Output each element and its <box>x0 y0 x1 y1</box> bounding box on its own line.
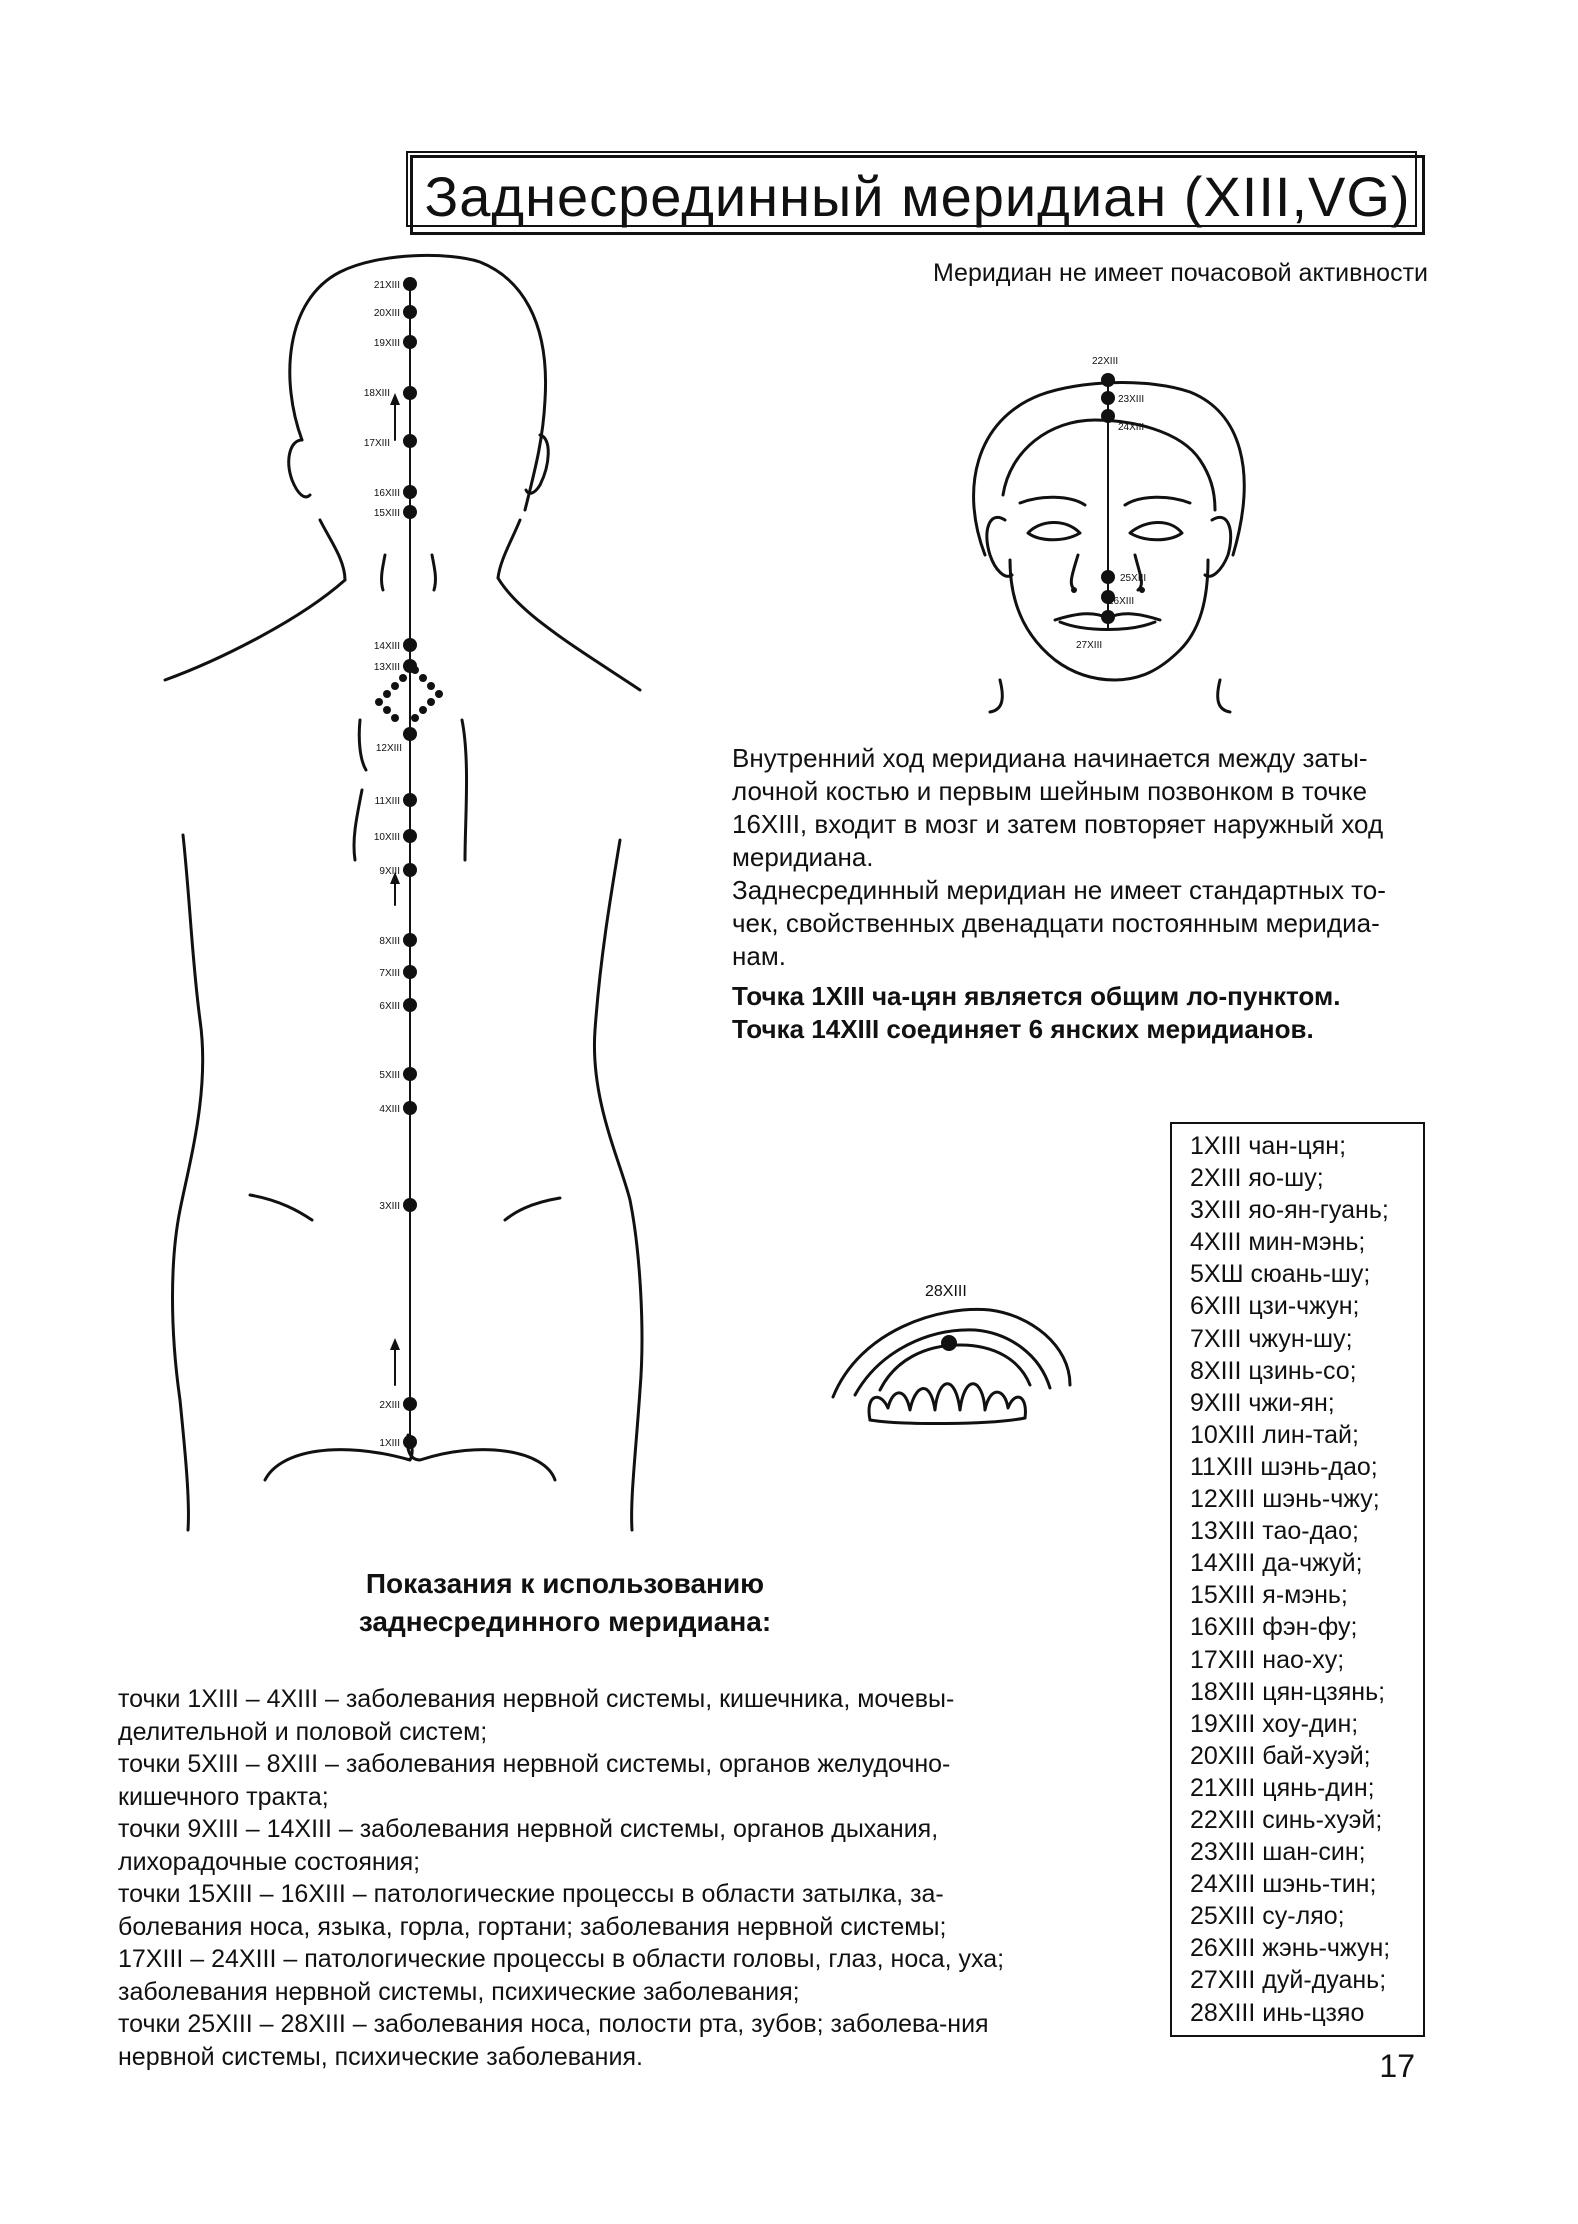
point-number: 8XIII <box>1190 1356 1242 1385</box>
label-14xiii: 14XIII <box>373 641 400 652</box>
label-2xiii: 2XIII <box>379 1400 400 1411</box>
indications-list <box>118 1683 1018 2073</box>
meridian-description <box>732 742 1432 973</box>
point-number: 18XIII <box>1190 1677 1256 1706</box>
label-26xiii: 26XIII <box>1108 596 1135 607</box>
point-list-item <box>1190 1964 1423 1996</box>
back-left-ear <box>289 440 310 497</box>
point-name: яо-ян-гуань; <box>1248 1196 1389 1225</box>
label-12xiii: 12XIII <box>375 743 402 754</box>
label-13xiii: 13XIII <box>373 662 400 673</box>
label-18xiii: 18XIII <box>363 388 390 399</box>
point-list-item <box>1190 1130 1423 1162</box>
point-name: су-ляо; <box>1262 1902 1345 1931</box>
label-19xiii: 19XIII <box>373 338 400 349</box>
point-list-item <box>1190 1708 1423 1740</box>
point-number: 25XIII <box>1190 1902 1256 1931</box>
point-name: шэнь-тин; <box>1262 1870 1377 1899</box>
label-8xiii: 8XIII <box>379 936 400 947</box>
point-name: тао-дао; <box>1262 1517 1359 1546</box>
label-10xiii: 10XIII <box>373 832 400 843</box>
bold-note: Точка 1XIII ча-цян является общим ло-пунктом. <box>732 981 1341 1011</box>
face-left-ear <box>987 517 1012 576</box>
point-number: 20XIII <box>1190 1741 1256 1770</box>
point-name: дуй-дуань; <box>1262 1966 1387 1995</box>
point-number: 12XIII <box>1190 1485 1256 1514</box>
indications-heading-line: заднесрединного меридиана: <box>358 1606 772 1637</box>
point-name: жэнь-чжун; <box>1262 1934 1391 1963</box>
point-list-item <box>1190 1676 1423 1708</box>
label-24xiii: 24XIII <box>1118 422 1145 433</box>
point-name: хоу-дин; <box>1262 1709 1359 1738</box>
subtitle: Меридиан не имеет почасовой активности <box>932 259 1428 287</box>
back-torso-right <box>594 840 642 1530</box>
point-name: цянь-дин; <box>1262 1773 1375 1802</box>
label-17xiii: 17XIII <box>363 438 390 449</box>
mouth-figure <box>833 1309 1070 1423</box>
point-list-item <box>1190 1194 1423 1226</box>
indication-item: точки 9XIII – 14XIII – заболевания нервной системы, органов дыхания, лихорадочные состояния; <box>118 1815 939 1876</box>
point-name: чан-цян; <box>1248 1132 1347 1160</box>
point-number: 26XIII <box>1190 1934 1256 1963</box>
point-name: да-чжуй; <box>1262 1549 1363 1578</box>
point-list-item <box>1190 1804 1423 1836</box>
point-list-item <box>1190 1644 1423 1676</box>
point-number: 4XIII <box>1190 1228 1242 1257</box>
point-name: чжун-шу; <box>1248 1324 1353 1353</box>
point-number: 21XIII <box>1190 1773 1256 1802</box>
point-list-item <box>1190 1836 1423 1868</box>
point-28xiii <box>941 1335 957 1351</box>
point-list-item <box>1190 1483 1423 1515</box>
point-name: лин-тай; <box>1262 1420 1359 1449</box>
label-28xiii: 28XIII <box>925 1283 967 1300</box>
point-name: цзи-чжун; <box>1248 1292 1360 1321</box>
label-5xiii: 5XIII <box>379 1070 400 1081</box>
point-list-item <box>1190 1900 1423 1932</box>
label-6xiii: 6XIII <box>379 1001 400 1012</box>
point-number: 10XIII <box>1190 1420 1256 1449</box>
label-15xiii: 15XIII <box>373 508 400 519</box>
label-9xiii: 9XIII <box>379 866 400 877</box>
point-list-item <box>1190 1323 1423 1355</box>
point-list-item <box>1190 1290 1423 1322</box>
back-shoulders-right <box>498 578 640 690</box>
point-list-item <box>1190 1515 1423 1547</box>
point-number: 5ХШ <box>1190 1260 1244 1289</box>
indication-item: 17XIII – 24XIII – патологические процессы в области головы, глаз, носа, уха; заболевания нервной системы, психические заболевания; <box>118 1945 1005 2006</box>
point-name: яо-шу; <box>1248 1164 1324 1193</box>
point-list-item <box>1190 1387 1423 1419</box>
point-list-item <box>1190 1579 1423 1611</box>
face-figure <box>974 375 1245 712</box>
label-21xiii: 21XIII <box>373 280 400 291</box>
indications-heading <box>300 1565 830 1641</box>
bold-notes <box>732 980 1432 1046</box>
label-7xiii: 7XIII <box>379 968 400 979</box>
label-16xiii: 16XIII <box>373 488 400 499</box>
description-paragraph: Заднесрединный меридиан не имеет стандартных то-чек, свойственных двенадцати постоянным меридиа-нам. <box>732 875 1386 971</box>
page-number: 17 <box>1379 2048 1415 2084</box>
point-list-item <box>1190 1258 1423 1290</box>
label-22xiii: 22XIII <box>1092 356 1119 367</box>
point-name: шан-син; <box>1262 1838 1366 1867</box>
point-name: цзинь-со; <box>1248 1356 1357 1385</box>
point-name: шэнь-дао; <box>1260 1452 1378 1481</box>
point-number: 13XIII <box>1190 1517 1256 1546</box>
point-name: цян-цзянь; <box>1262 1677 1386 1706</box>
point-number: 3XIII <box>1190 1196 1242 1225</box>
point-list-item <box>1190 1419 1423 1451</box>
label-20xiii: 20XIII <box>373 308 400 319</box>
label-25xiii: 25XIII <box>1120 573 1147 584</box>
points-list-box <box>1170 1122 1425 2037</box>
back-shoulders-left <box>165 580 345 680</box>
label-11xiii: 11XIII <box>374 796 400 807</box>
point-list-item <box>1190 1355 1423 1387</box>
point-name: фэн-фу; <box>1262 1613 1358 1642</box>
points-list <box>1190 1130 1423 2029</box>
point-number: 19XIII <box>1190 1709 1256 1738</box>
point-number: 15XIII <box>1190 1581 1256 1610</box>
indication-item: точки 5XIII – 8XIII – заболевания нервной системы, органов желудочно-кишечного тракта; <box>118 1750 951 1811</box>
indication-item: точки 1XIII – 4XIII – заболевания нервной системы, кишечника, мочевы-делительной и половой систем; <box>118 1685 955 1746</box>
point-number: 6XIII <box>1190 1292 1242 1321</box>
point-list-item <box>1190 1868 1423 1900</box>
description-paragraph: Внутренний ход меридиана начинается между заты-лочной костью и первым шейным позвонком в точке 16XIII, входит в мозг и затем повторяет наружный ход меридиана. <box>732 743 1384 872</box>
point-list-item <box>1190 1451 1423 1483</box>
point-number: 7XIII <box>1190 1324 1242 1353</box>
back-point-labels <box>364 280 402 1449</box>
label-23xiii: 23XIII <box>1118 394 1145 405</box>
point-list-item <box>1190 1772 1423 1804</box>
point-name: я-мэнь; <box>1262 1581 1348 1610</box>
point-name: нао-ху; <box>1262 1645 1345 1674</box>
label-3xiii: 3XIII <box>379 1201 400 1212</box>
point-list-item <box>1190 1997 1423 2029</box>
point-name: бай-хуэй; <box>1262 1741 1371 1770</box>
point-number: 27XIII <box>1190 1966 1256 1995</box>
indication-item: точки 25XIII – 28XIII – заболевания носа, полости рта, зубов; заболева-ния нервной системы, психические заболевания. <box>118 2010 989 2071</box>
point-number: 2XIII <box>1190 1164 1242 1193</box>
point-name: сюань-шу; <box>1250 1260 1371 1289</box>
point-name: шэнь-чжу; <box>1262 1485 1380 1514</box>
point-name: инь-цзяо <box>1262 1998 1365 2027</box>
point-number: 14XIII <box>1190 1549 1256 1578</box>
point-number: 9XIII <box>1190 1388 1242 1417</box>
point-list-item <box>1190 1740 1423 1772</box>
point-number: 22XIII <box>1190 1805 1256 1834</box>
point-number: 23XIII <box>1190 1838 1256 1867</box>
point-list-item <box>1190 1226 1423 1258</box>
bold-note: Точка 14XIII соединяет 6 янских меридианов. <box>732 1014 1314 1044</box>
back-torso-left <box>173 835 203 1530</box>
point-number: 16XIII <box>1190 1613 1256 1642</box>
point-list-item <box>1190 1547 1423 1579</box>
point-number: 11XIII <box>1190 1452 1254 1481</box>
back-head-outline <box>290 255 546 510</box>
label-27xiii: 27XIII <box>1076 640 1103 651</box>
point-list-item <box>1190 1162 1423 1194</box>
point-name: чжи-ян; <box>1248 1388 1335 1417</box>
point-number: 17XIII <box>1190 1645 1256 1674</box>
indications-heading-line: Показания к использованию <box>365 1568 765 1599</box>
point-number: 24XIII <box>1190 1870 1256 1899</box>
point-list-item <box>1190 1611 1423 1643</box>
back-neck-left <box>320 520 345 580</box>
point-list-item <box>1190 1932 1423 1964</box>
point-number: 1XIII <box>1190 1132 1242 1160</box>
point-number: 28XIII <box>1190 1998 1256 2027</box>
label-4xiii: 4XIII <box>379 1104 400 1115</box>
back-neck-right <box>498 520 520 578</box>
indication-item: точки 15XIII – 16XIII – патологические процессы в области затылка, за-болевания носа, языка, горла, гортани; заболевания нервной системы; <box>118 1880 947 1941</box>
point-name: синь-хуэй; <box>1262 1805 1383 1834</box>
page-title: Заднесрединный меридиан (XIII,VG) <box>424 165 1411 228</box>
label-1xiii: 1XIII <box>379 1438 400 1449</box>
point-name: мин-мэнь; <box>1248 1228 1366 1257</box>
